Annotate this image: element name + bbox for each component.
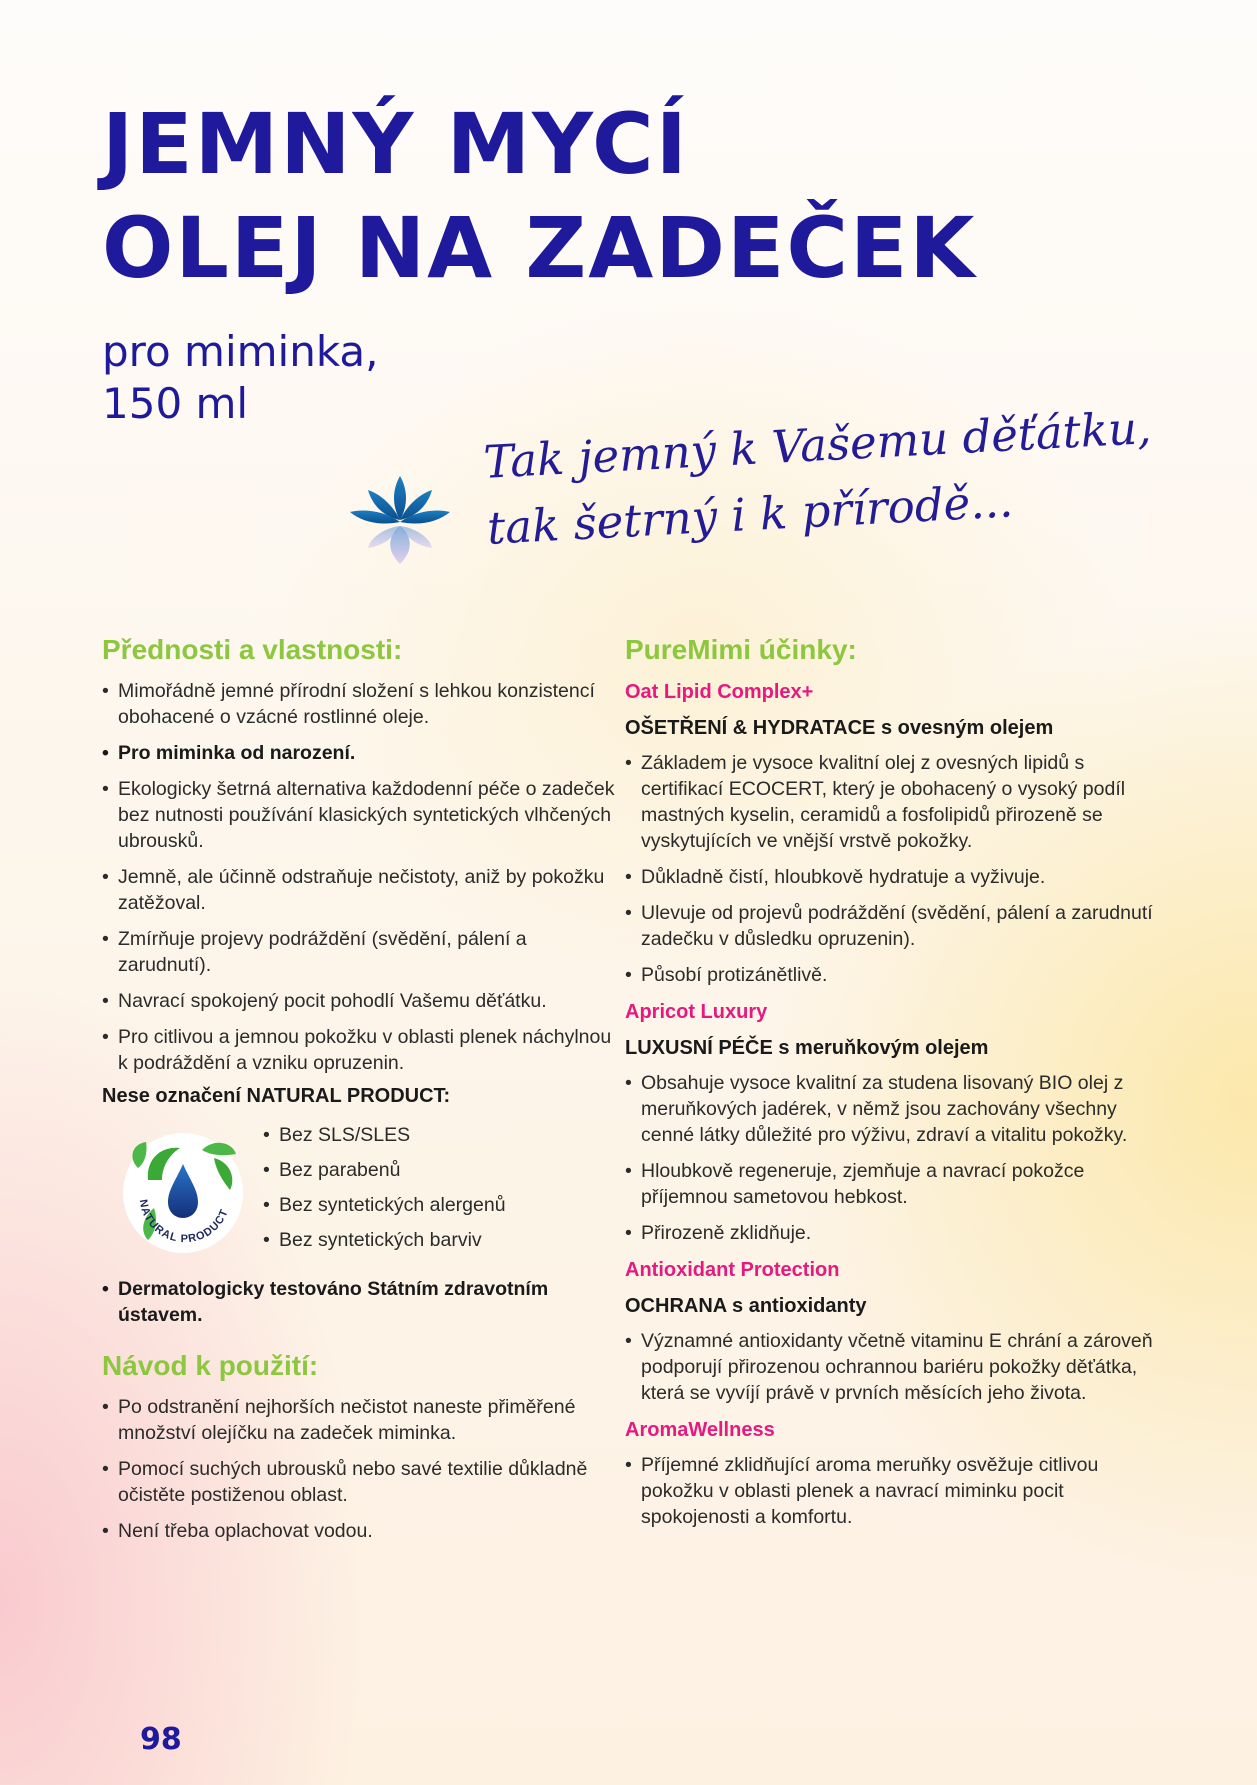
section-name: Antioxidant Protection	[625, 1259, 840, 1281]
subtitle-line-1: pro miminka,	[102, 327, 379, 376]
list-item: • Ulevuje od projevů podráždění (svědění, pálení a zarudnutí zadečku v důsledku opruzenin).	[625, 900, 1165, 952]
list-item: • Pomocí suchých ubrousků nebo savé textilie důkladně očistěte postiženou oblast.	[102, 1456, 622, 1508]
title-line-2: OLEJ NA ZADEČEK	[102, 199, 977, 297]
list-item: • Hloubkově regeneruje, zjemňuje a navrací pokožce příjemnou sametovou hebkost.	[625, 1158, 1165, 1210]
effects-heading: PureMimi účinky:	[625, 634, 857, 665]
list-item: • Navrací spokojený pocit pohodlí Vašemu děťátku.	[102, 988, 622, 1014]
section-list	[625, 750, 1165, 988]
list-item: • Důkladně čistí, hloubkově hydratuje a vyživuje.	[625, 864, 1165, 890]
page-title	[102, 92, 977, 300]
properties-heading: Přednosti a vlastnosti:	[102, 634, 403, 665]
list-item: • Bez parabenů	[263, 1157, 506, 1183]
product-subtitle	[102, 326, 379, 430]
title-line-1: JEMNÝ MYCÍ	[102, 95, 689, 193]
list-item: • Významné antioxidanty včetně vitaminu E chrání a zároveň podporují přirozenou ochrannou bariéru pokožky děťátka, která se vyvíjí právě v prvních měsících jeho života.	[625, 1328, 1165, 1406]
list-item: • Jemně, ale účinně odstraňuje nečistoty, aniž by pokožku zatěžoval.	[102, 864, 622, 916]
list-item: • Není třeba oplachovat vodou.	[102, 1518, 622, 1544]
section-name: Oat Lipid Complex+	[625, 681, 814, 703]
list-item: • Základem je vysoce kvalitní olej z ovesných lipidů s certifikací ECOCERT, který je obohacený o vysoký podíl mastných kyselin, ceramidů a fosfolipidů přirozeně se vyskytujících ve vnější vrstvě pokožky.	[625, 750, 1165, 854]
usage-heading: Návod k použití:	[102, 1350, 319, 1381]
list-item: • Bez syntetických alergenů	[263, 1192, 506, 1218]
list-item: • Pro citlivou a jemnou pokožku v oblasti plenek náchylnou k podráždění a vzniku opruzenin.	[102, 1024, 622, 1076]
list-item: • Zmírňuje projevy podráždění (svědění, pálení a zarudnutí).	[102, 926, 622, 978]
list-item: • Bez syntetických barviv	[263, 1227, 506, 1253]
section-subtitle: OCHRANA s antioxidanty	[625, 1295, 867, 1317]
section-subtitle: LUXUSNÍ PÉČE s meruňkovým olejem	[625, 1037, 989, 1059]
usage-list	[102, 1394, 622, 1544]
properties-list	[102, 678, 622, 1076]
dermatology-list	[102, 1276, 622, 1328]
list-item: • Mimořádně jemné přírodní složení s lehkou konzistencí obohacené o vzácné rostlinné oleje.	[102, 678, 622, 730]
subtitle-line-2: 150 ml	[102, 379, 249, 428]
list-item: • Obsahuje vysoce kvalitní za studena lisovaný BIO olej z meruňkových jadérek, v němž jsou zachovány všechny cenné látky důležité pro výživu, zdraví a vitalitu pokožky.	[625, 1070, 1165, 1148]
page-number: 98	[140, 1722, 182, 1757]
list-item: • Působí protizánětlivě.	[625, 962, 1165, 988]
slogan-line-1: Tak jemný k Vašemu děťátku,	[482, 401, 1153, 489]
section-name: AromaWellness	[625, 1419, 775, 1441]
lotus-logo-icon	[348, 468, 453, 568]
list-item: • Pro miminka od narození.	[102, 740, 622, 766]
list-item: • Po odstranění nejhorších nečistot naneste přiměřené množství olejíčku na zadeček miminka.	[102, 1394, 622, 1446]
list-item: • Ekologicky šetrná alternativa každodenní péče o zadeček bez nutnosti používání klasických syntetických vlhčených ubrousků.	[102, 776, 622, 854]
natural-product-list	[263, 1122, 506, 1262]
section-name: Apricot Luxury	[625, 1001, 768, 1023]
natural-product-logo-icon	[118, 1128, 248, 1258]
section-list	[625, 1070, 1165, 1246]
section-list	[625, 1452, 1165, 1530]
list-item: • Přirozeně zklidňuje.	[625, 1220, 1165, 1246]
list-item: • Příjemné zklidňující aroma meruňky osvěžuje citlivou pokožku v oblasti plenek a navrací miminku pocit spokojenosti a komfortu.	[625, 1452, 1165, 1530]
slogan	[482, 393, 1188, 561]
slogan-line-2: tak šetrný i k přírodě...	[485, 474, 1015, 555]
list-item: • Dermatologicky testováno Státním zdravotním ústavem.	[102, 1276, 622, 1328]
right-column	[625, 630, 1165, 1540]
section-subtitle: OŠETŘENÍ & HYDRATACE s ovesným olejem	[625, 717, 1054, 739]
section-list	[625, 1328, 1165, 1406]
natural-product-heading: Nese označení NATURAL PRODUCT:	[102, 1085, 451, 1107]
natural-product-logo-text: NATURAL PRODUCT	[136, 1198, 231, 1246]
natural-product-block	[102, 1116, 622, 1276]
list-item: • Bez SLS/SLES	[263, 1122, 506, 1148]
left-column	[102, 630, 622, 1554]
